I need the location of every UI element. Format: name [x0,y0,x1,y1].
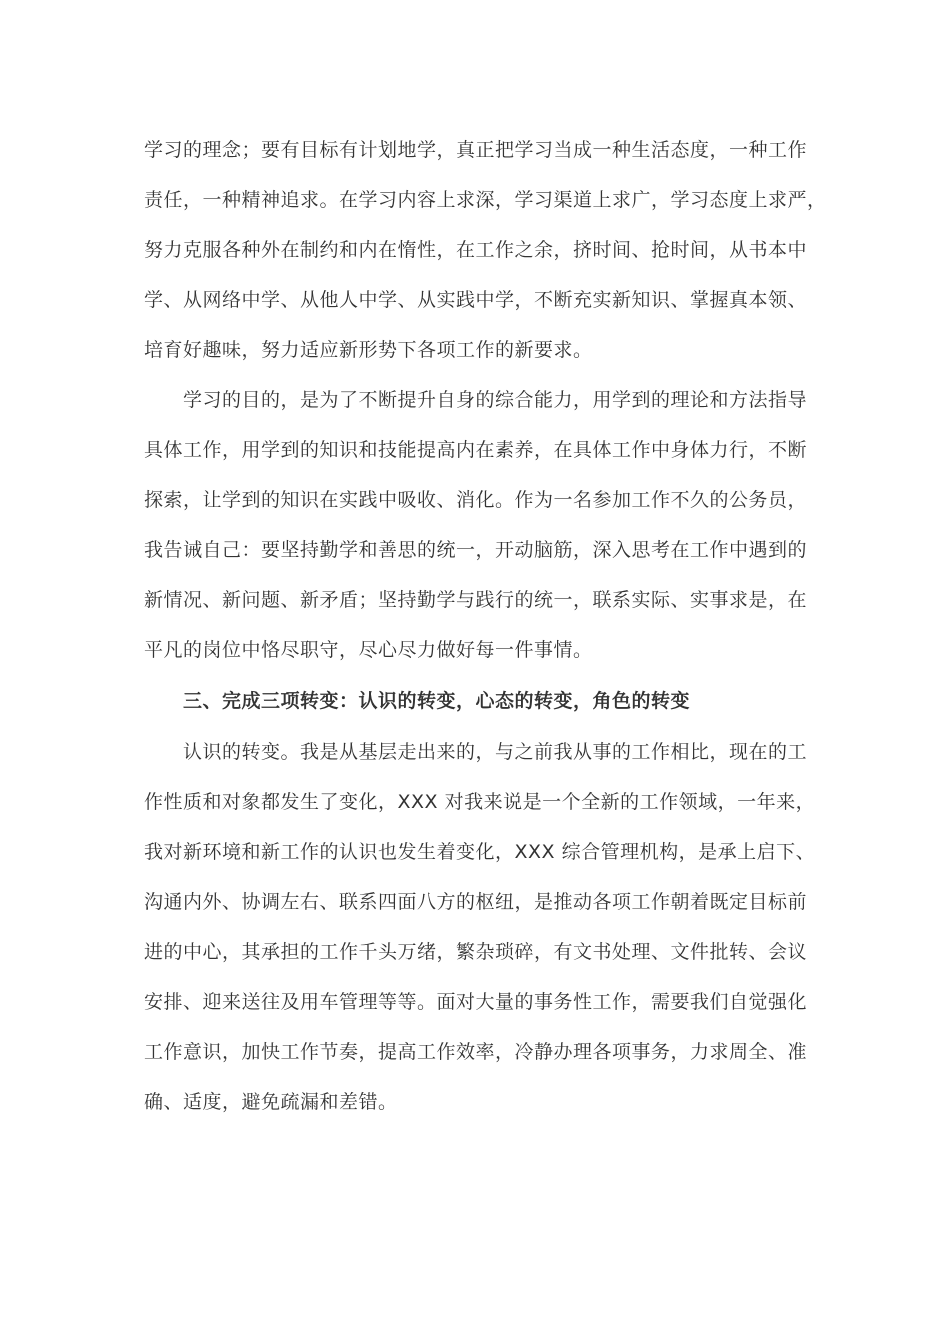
paragraph-line: 我对新环境和新工作的认识也发生着变化，XXX 综合管理机构，是承上启下、 [144,841,816,863]
paragraph-line: 努力克服各种外在制约和内在惰性，在工作之余，挤时间、抢时间，从书本中 [144,239,808,261]
paragraph-line: 我告诫自己：要坚持勤学和善思的统一，开动脑筋，深入思考在工作中遇到的 [144,539,808,561]
paragraph-line: 具体工作，用学到的知识和技能提高内在素养，在具体工作中身体力行，不断 [144,439,808,461]
paragraph-line: 作性质和对象都发生了变化，XXX 对我来说是一个全新的工作领域，一年来， [144,791,816,813]
section-heading: 三、完成三项转变：认识的转变，心态的转变，角色的转变 [183,690,691,712]
paragraph-line: 责任，一种精神追求。在学习内容上求深，学习渠道上求广，学习态度上求严， [144,189,827,211]
paragraph-line: 安排、迎来送往及用车管理等等。面对大量的事务性工作，需要我们自觉强化 [144,991,808,1013]
paragraph-line: 进的中心，其承担的工作千头万绪，繁杂琐碎，有文书处理、文件批转、会议 [144,941,808,963]
paragraph-line: 探索，让学到的知识在实践中吸收、消化。作为一名参加工作不久的公务员， [144,489,808,511]
paragraph-line: 学习的目的，是为了不断提升自身的综合能力，用学到的理论和方法指导 [183,389,808,411]
paragraph-line: 平凡的岗位中恪尽职守，尽心尽力做好每一件事情。 [144,639,593,661]
paragraph-line: 培育好趣味，努力适应新形势下各项工作的新要求。 [144,339,593,361]
paragraph-line: 学、从网络中学、从他人中学、从实践中学，不断充实新知识、掌握真本领、 [144,289,808,311]
paragraph-line: 确、适度，避免疏漏和差错。 [144,1091,398,1113]
paragraph-line: 新情况、新问题、新矛盾；坚持勤学与践行的统一，联系实际、实事求是，在 [144,589,808,611]
paragraph-line: 沟通内外、协调左右、联系四面八方的枢纽，是推动各项工作朝着既定目标前 [144,891,808,913]
paragraph-line: 认识的转变。我是从基层走出来的，与之前我从事的工作相比，现在的工 [183,741,808,763]
paragraph-line: 学习的理念；要有目标有计划地学，真正把学习当成一种生活态度，一种工作 [144,139,808,161]
paragraph-line: 工作意识，加快工作节奏，提高工作效率，冷静办理各项事务，力求周全、准 [144,1041,808,1063]
